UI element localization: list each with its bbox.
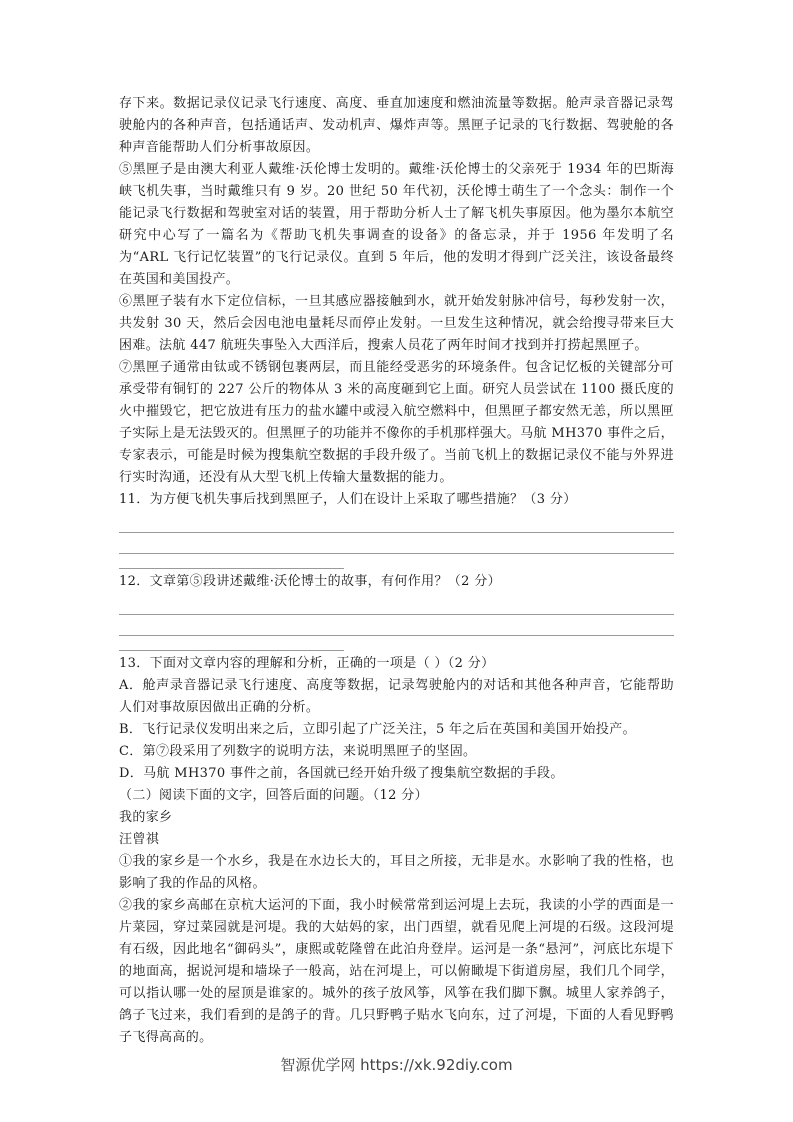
article-paragraph-2: ②我的家乡高邮在京杭大运河的下面，我小时候常常到运河堤上去玩，我读的小学的西面是一片菜园，穿过菜园就是河堤。我的大姑妈的家，出门西望，就看见爬上河堤的石级。这段河堤有石级，因此地名“御码头”，康熙或乾隆曾在此泊舟登岸。运河是一条“悬河”，河底比东堤下的地面高，据说河堤和墙垛子一般高，站在河堤上，可以俯瞰堤下街道房屋，我们几个同学，可以指认哪一处的屋顶是谁家的。城外的孩子放风筝，风筝在我们脚下飘。城里人家养鸽子，鸽子飞过来，我们看到的是鸽子的背。几只野鸭子贴水飞向东，过了河堤，下面的人看见野鸭子飞得高高的。 [119,898,674,1045]
section-heading: （二）阅读下面的文字，回答后面的问题。（12 分） [119,788,428,803]
question-13: 13．下面对文章内容的理解和分析，正确的一项是（ ）（2 分） [119,656,495,671]
article-author: 汪曾祺 [119,832,160,847]
option-a: A．舱声录音器记录飞行速度、高度等数据，记录驾驶舱内的对话和其他各种声音，它能帮助人们对事故原因做出正确的分析。 [119,678,674,715]
article-paragraph-1: ①我的家乡是一个水乡，我是在水边长大的，耳目之所接，无非是水。水影响了我的性格，也影响了我的作品的风格。 [119,854,674,891]
watermark-footer: 智源优学网 https://xk.92diy.com [280,1056,513,1074]
option-c: C．第⑦段采用了列数字的说明方法，来说明黑匣子的坚固。 [119,744,477,759]
paragraph-6: ⑥黑匣子装有水下定位信标，一旦其感应器接触到水，就开始发射脉冲信号，每秒发射一次，共发射 30 天，然后会因电池电量耗尽而停止发射。一旦发生这种情况，就会给搜寻带来巨大困难。法航 447 航班失事坠入大西洋后，搜索人员花了两年时间才找到并打捞起黑匣子。 [119,294,674,353]
answer-line-short[interactable] [119,554,344,569]
answer-line[interactable] [119,615,674,637]
answer-line[interactable] [119,511,674,533]
paragraph-4-end: 存下来。数据记录仪记录飞行速度、高度、垂直加速度和燃油流量等数据。舱声录音器记录驾驶舱内的各种声音，包括通话声、发动机声、爆炸声等。黑匣子记录的飞行数据、驾驶舱的各种声音能帮助人们分析事故原因。 [119,96,674,155]
answer-line[interactable] [119,533,674,555]
paragraph-7: ⑦黑匣子通常由钛或不锈钢包裹两层，而且能经受恶劣的环境条件。包含记忆板的关键部分可承受带有铜钉的 227 公斤的物体从 3 米的高度砸到它上面。研究人员尝试在 1100 摄氏度的火中摧毁它，把它放进有压力的盐水罐中或浸入航空燃料中，但黑匣子都安然无恙，所以黑匣子实际上是无法毁灭的。但黑匣子的功能并不像你的手机那样强大。马航 MH370 事件之后，专家表示，可能是时候为搜集航空数据的手段升级了。当前飞机上的数据记录仪不能与外界进行实时沟通，还没有从大型飞机上传输大量数据的能力。 [119,360,674,485]
option-d: D．马航 MH370 事件之前，各国就已经开始升级了搜集航空数据的手段。 [119,766,564,781]
question-12: 12．文章第⑤段讲述戴维·沃伦博士的故事，有何作用？（2 分） [119,574,501,589]
question-11: 11．为方便飞机失事后找到黑匣子，人们在设计上采取了哪些措施？（3 分） [119,492,577,507]
answer-line-short[interactable] [119,636,344,651]
paragraph-5: ⑤黑匣子是由澳大利亚人戴维·沃伦博士发明的。戴维·沃伦博士的父亲死于 1934 年的巴斯海峡飞机失事，当时戴维只有 9 岁。20 世纪 50 年代初，沃伦博士萌生了一个念头：制作一个能记录飞行数据和驾驶室对话的装置，用于帮助分析人士了解飞机失事原因。他为墨尔本航空研究中心写了一篇名为《帮助飞机失事调查的设备》的备忘录，并于 1956 年发明了名为“ARL 飞行记忆装置”的飞行记录仪。直到 5 年后，他的发明才得到广泛关注，该设备最终在英国和美国投产。 [119,162,674,287]
document-page [119,93,674,1049]
article-title: 我的家乡 [119,810,173,825]
option-b: B．飞行记录仪发明出来之后，立即引起了广泛关注，5 年之后在英国和美国开始投产。 [119,722,636,737]
answer-line[interactable] [119,593,674,615]
